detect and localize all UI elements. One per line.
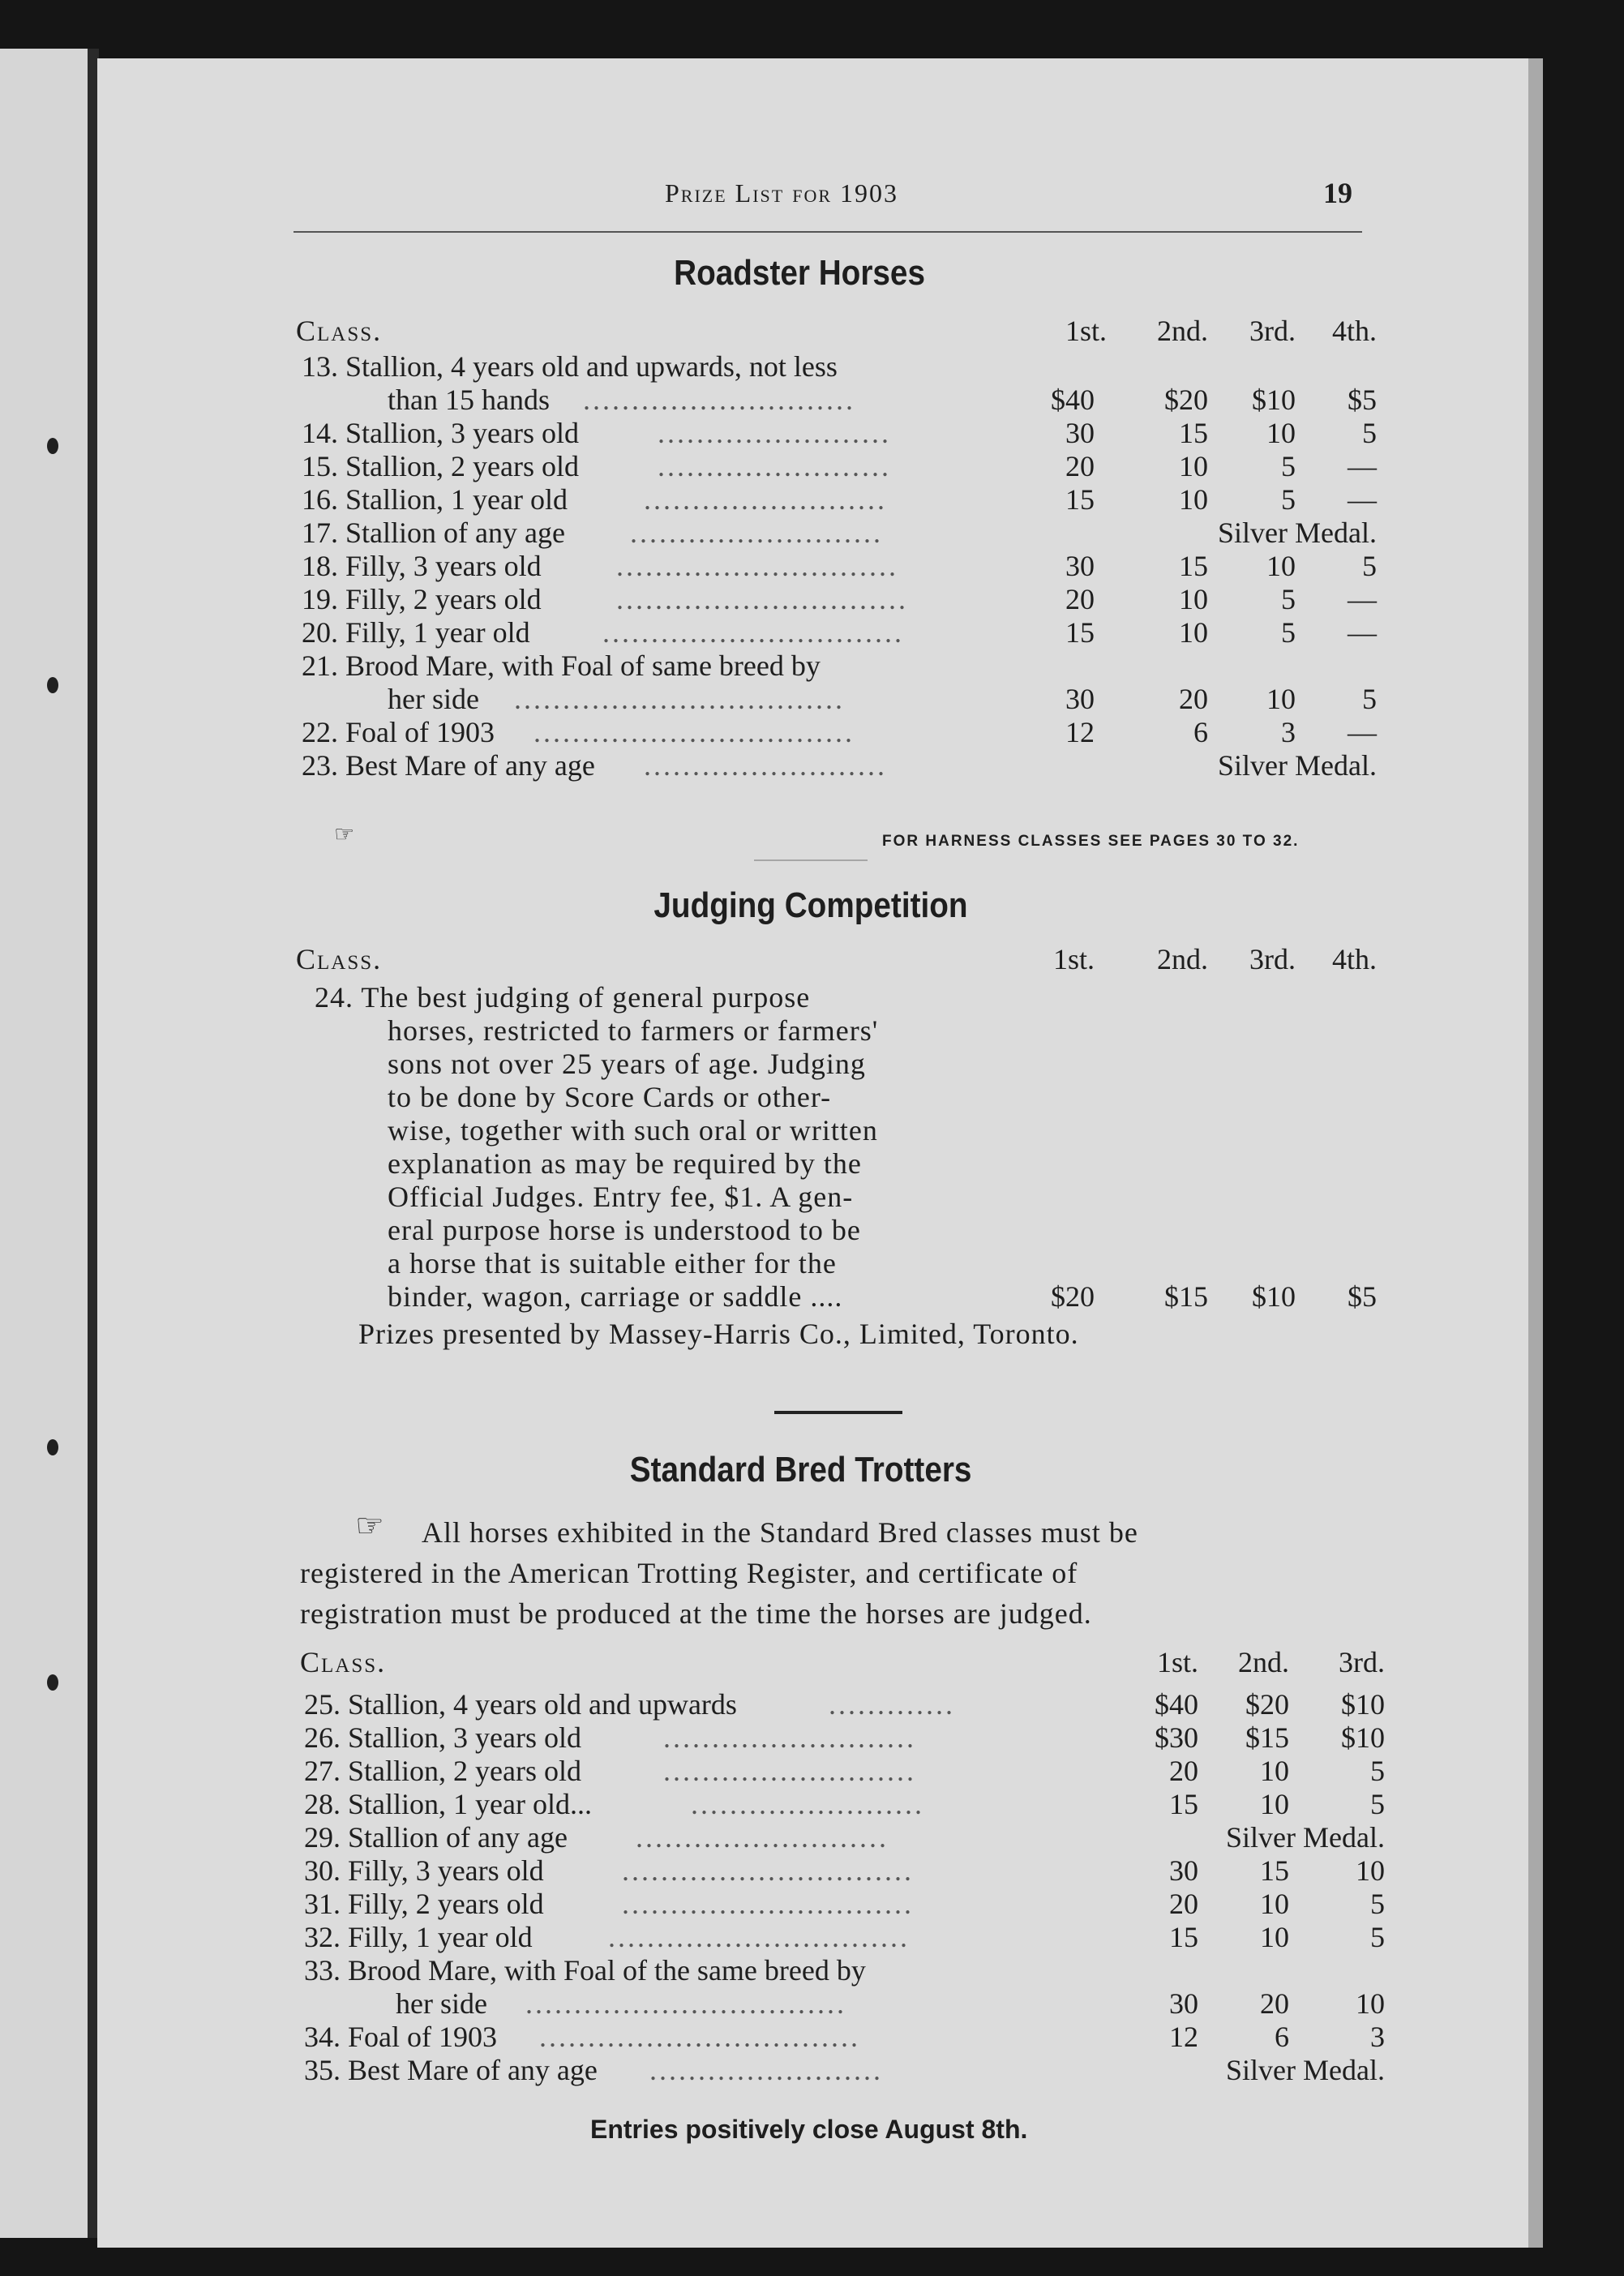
dot-leader: .............: [829, 1688, 955, 1721]
judging-description-line: eral purpose horse is understood to be: [388, 1214, 861, 1246]
prize-amount: 20: [1169, 1888, 1198, 1920]
prize-amount: 10: [1260, 1755, 1289, 1787]
prize-amount: 5: [1370, 1888, 1385, 1920]
prize-amount: 15: [1260, 1854, 1289, 1887]
prize-amount: $40: [1051, 384, 1095, 416]
prize-amount: 5: [1370, 1755, 1385, 1787]
prize-amount: 5: [1362, 550, 1377, 582]
prize-amount: 5: [1362, 683, 1377, 715]
header-rule: [294, 231, 1362, 233]
prize-amount: 30: [1065, 550, 1095, 582]
prize-amount: 15: [1179, 550, 1208, 582]
binding-hole-mark: [47, 438, 58, 454]
dot-leader: ..................................: [514, 683, 845, 715]
judging-description-line: horses, restricted to farmers or farmers': [388, 1014, 879, 1047]
prize-medal: Silver Medal.: [1218, 749, 1377, 782]
page-right-edge: [1528, 58, 1543, 2248]
dot-leader: ...............................: [602, 616, 904, 649]
class-entry-label: 27. Stallion, 2 years old: [304, 1755, 581, 1787]
prize-amount: 10: [1266, 417, 1296, 449]
class-entry-label: 26. Stallion, 3 years old: [304, 1721, 581, 1754]
class-entry-label: 14. Stallion, 3 years old: [302, 417, 579, 449]
class-entry-label-cont: her side: [388, 683, 479, 715]
class-entry-label: 23. Best Mare of any age: [302, 749, 595, 782]
judging-description-line: sons not over 25 years of age. Judging: [388, 1048, 866, 1080]
column-header-prize: 4th.: [1331, 943, 1377, 975]
notice-line: registered in the American Trotting Register, and certificate of: [300, 1557, 1078, 1589]
column-header-prize: 2nd.: [1238, 1646, 1289, 1678]
notice-line: registration must be produced at the time the horses are judged.: [300, 1597, 1092, 1630]
running-head-title: Prize List for 1903: [665, 178, 899, 208]
prize-amount: $40: [1155, 1688, 1198, 1721]
dot-leader: .........................: [644, 483, 887, 516]
class-entry-label: 20. Filly, 1 year old: [302, 616, 530, 649]
prize-amount: 20: [1065, 450, 1095, 482]
column-header-prize: 2nd.: [1157, 943, 1208, 975]
section-heading-roadster: Roadster Horses: [674, 253, 926, 293]
prize-amount: 12: [1169, 2021, 1198, 2053]
prize-amount: $10: [1341, 1721, 1385, 1754]
class-entry-label: 17. Stallion of any age: [302, 516, 565, 549]
prize-amount: 3: [1370, 2021, 1385, 2053]
prize-amount: 10: [1179, 450, 1208, 482]
dot-leader: ........................: [691, 1788, 924, 1820]
prize-amount: 10: [1260, 1788, 1289, 1820]
class-entry-label: 29. Stallion of any age: [304, 1821, 568, 1854]
prize-amount: 10: [1179, 483, 1208, 516]
prize-amount: $20: [1164, 384, 1208, 416]
prize-amount: 30: [1169, 1987, 1198, 2020]
binding-hole-mark: [47, 677, 58, 693]
prize-amount: $15: [1245, 1721, 1289, 1754]
dot-leader: ..............................: [622, 1888, 914, 1920]
prize-medal: Silver Medal.: [1226, 2054, 1385, 2086]
prize-amount: 15: [1065, 483, 1095, 516]
prize-sponsor-note: Prizes presented by Massey-Harris Co., Limited, Toronto.: [358, 1318, 1079, 1350]
notice-line: All horses exhibited in the Standard Bred classes must be: [422, 1516, 1138, 1549]
prize-amount: 5: [1362, 417, 1377, 449]
prize-amount: 10: [1260, 1888, 1289, 1920]
class-entry-label: 33. Brood Mare, with Foal of the same breed by: [304, 1954, 866, 1987]
prize-amount: —: [1348, 450, 1377, 482]
prize-amount: —: [1348, 583, 1377, 615]
prize-amount: 20: [1260, 1987, 1289, 2020]
prize-amount: 20: [1169, 1755, 1198, 1787]
prize-amount: 5: [1281, 616, 1296, 649]
class-entry-label: 32. Filly, 1 year old: [304, 1921, 533, 1953]
column-header-class: Class.: [296, 315, 383, 347]
judging-description-line: binder, wagon, carriage or saddle ....: [388, 1280, 843, 1313]
dot-leader: .................................: [525, 1987, 846, 2020]
dot-leader: ..........................: [663, 1755, 916, 1787]
column-header-prize: 1st.: [1052, 943, 1095, 975]
prize-amount: —: [1348, 716, 1377, 748]
class-entry-label: 19. Filly, 2 years old: [302, 583, 542, 615]
dot-leader: .........................: [644, 749, 887, 782]
class-entry-label: 22. Foal of 1903: [302, 716, 495, 748]
column-header-prize: 2nd.: [1157, 315, 1208, 347]
prize-amount: $15: [1164, 1280, 1208, 1313]
prize-amount: 15: [1169, 1921, 1198, 1953]
prize-amount: 20: [1065, 583, 1095, 615]
column-header-class: Class.: [300, 1646, 387, 1678]
prize-amount: 30: [1169, 1854, 1198, 1887]
prize-amount: 6: [1193, 716, 1208, 748]
judging-description-line: Official Judges. Entry fee, $1. A gen-: [388, 1181, 854, 1213]
dot-leader: ........................: [649, 2054, 883, 2086]
column-header-prize: 3rd.: [1249, 943, 1296, 975]
section-divider: [774, 1411, 902, 1414]
prize-amount: 5: [1281, 483, 1296, 516]
column-header-class: Class.: [296, 943, 383, 975]
prize-amount: $30: [1155, 1721, 1198, 1754]
judging-description-line: to be done by Score Cards or other-: [388, 1081, 832, 1113]
dot-leader: ..........................: [630, 516, 883, 549]
class-entry-label-cont: than 15 hands: [388, 384, 550, 416]
prize-amount: $10: [1252, 384, 1296, 416]
class-entry-label: 15. Stallion, 2 years old: [302, 450, 579, 482]
dot-leader: .............................: [616, 550, 898, 582]
class-entry-label-cont: her side: [396, 1987, 487, 2020]
prize-amount: 5: [1281, 450, 1296, 482]
section-heading-trotters: Standard Bred Trotters: [629, 1450, 972, 1489]
prize-amount: —: [1348, 616, 1377, 649]
dot-leader: ..........................: [663, 1721, 916, 1754]
class-entry-label: 28. Stallion, 1 year old...: [304, 1788, 592, 1820]
class-entry-label: 21. Brood Mare, with Foal of same breed by: [302, 649, 821, 682]
section-divider: [754, 859, 868, 861]
prize-amount: 15: [1169, 1788, 1198, 1820]
prize-amount: 10: [1179, 616, 1208, 649]
prize-amount: 20: [1179, 683, 1208, 715]
dot-leader: ...............................: [608, 1921, 910, 1953]
column-header-prize: 3rd.: [1249, 315, 1296, 347]
prize-amount: 10: [1356, 1854, 1385, 1887]
class-entry-label: 35. Best Mare of any age: [304, 2054, 598, 2086]
prize-amount: —: [1348, 483, 1377, 516]
judging-description-line: wise, together with such oral or written: [388, 1114, 878, 1147]
section-heading-judging: Judging Competition: [653, 885, 968, 925]
prize-amount: 5: [1370, 1788, 1385, 1820]
prize-amount: $5: [1348, 384, 1377, 416]
page-number: 19: [1323, 177, 1352, 209]
judging-description-line: a horse that is suitable either for the: [388, 1247, 837, 1279]
dot-leader: ..............................: [622, 1854, 914, 1887]
dot-leader: ............................: [583, 384, 855, 416]
prize-amount: 5: [1370, 1921, 1385, 1953]
harness-classes-note: FOR HARNESS CLASSES SEE PAGES 30 TO 32.: [882, 833, 1300, 850]
class-entry-label: 30. Filly, 3 years old: [304, 1854, 544, 1887]
class-entry-label: 25. Stallion, 4 years old and upwards: [304, 1688, 737, 1721]
dot-leader: .................................: [539, 2021, 860, 2053]
dot-leader: ..........................: [636, 1821, 889, 1854]
prize-amount: 10: [1266, 550, 1296, 582]
dot-leader: ..............................: [616, 583, 908, 615]
class-entry-label: 13. Stallion, 4 years old and upwards, not less: [302, 350, 838, 383]
judging-description-line: 24. The best judging of general purpose: [315, 981, 811, 1014]
dot-leader: ........................: [658, 417, 891, 449]
prize-amount: 10: [1260, 1921, 1289, 1953]
column-header-prize: 4th.: [1331, 315, 1377, 347]
prize-amount: 10: [1179, 583, 1208, 615]
prize-amount: 15: [1065, 616, 1095, 649]
class-entry-label: 34. Foal of 1903: [304, 2021, 497, 2053]
class-entry-label: 16. Stallion, 1 year old: [302, 483, 568, 516]
prize-medal: Silver Medal.: [1226, 1821, 1385, 1854]
prize-amount: $10: [1341, 1688, 1385, 1721]
column-header-prize: 3rd.: [1339, 1646, 1385, 1678]
prize-amount: 5: [1281, 583, 1296, 615]
prize-amount: 6: [1275, 2021, 1289, 2053]
column-header-prize: 1st.: [1156, 1646, 1198, 1678]
class-entry-label: 31. Filly, 2 years old: [304, 1888, 544, 1920]
prize-amount: $10: [1252, 1280, 1296, 1313]
prize-amount: 3: [1281, 716, 1296, 748]
prize-amount: 30: [1065, 417, 1095, 449]
dot-leader: .................................: [533, 716, 855, 748]
prize-medal: Silver Medal.: [1218, 516, 1377, 549]
pointing-hand-icon: ☞: [355, 1507, 384, 1544]
entries-closing-note: Entries positively close August 8th.: [590, 2115, 1028, 2144]
pointing-hand-icon: ☞: [334, 822, 355, 847]
prize-amount: $20: [1245, 1688, 1289, 1721]
dot-leader: ........................: [658, 450, 891, 482]
prize-amount: 15: [1179, 417, 1208, 449]
class-entry-label: 18. Filly, 3 years old: [302, 550, 542, 582]
prize-amount: 10: [1356, 1987, 1385, 2020]
judging-description-line: explanation as may be required by the: [388, 1147, 862, 1180]
facing-page-edge: [0, 49, 96, 2238]
binding-hole-mark: [47, 1439, 58, 1455]
prize-amount: $5: [1348, 1280, 1377, 1313]
prize-amount: 30: [1065, 683, 1095, 715]
prize-amount: 12: [1065, 716, 1095, 748]
column-header-prize: 1st.: [1065, 315, 1107, 347]
prize-amount: 10: [1266, 683, 1296, 715]
prize-amount: $20: [1051, 1280, 1095, 1313]
binding-hole-mark: [47, 1674, 58, 1691]
